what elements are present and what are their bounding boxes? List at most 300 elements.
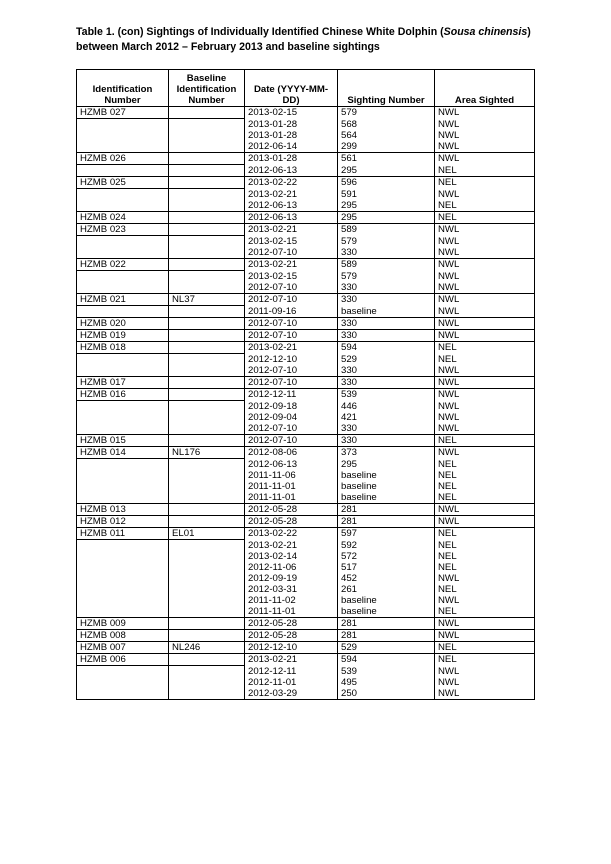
identification-number-cell bbox=[77, 282, 169, 294]
identification-number-cell bbox=[77, 189, 169, 201]
baseline-id-cell bbox=[169, 165, 245, 177]
date-cell: 2013-01-28 bbox=[245, 130, 338, 141]
table-row bbox=[77, 642, 535, 654]
area-sighted-cell: NWL bbox=[435, 282, 535, 294]
identification-number-cell bbox=[77, 606, 169, 618]
identification-number-cell: HZMB 015 bbox=[77, 435, 169, 447]
table-row bbox=[77, 677, 535, 688]
identification-number-cell bbox=[77, 306, 169, 318]
identification-number-cell: HZMB 009 bbox=[77, 618, 169, 630]
sighting-number-cell: 295 bbox=[338, 459, 435, 471]
identification-number-cell bbox=[77, 595, 169, 606]
baseline-id-cell bbox=[169, 584, 245, 595]
identification-number-cell: HZMB 026 bbox=[77, 153, 169, 165]
table-row bbox=[77, 342, 535, 354]
date-cell: 2012-12-10 bbox=[245, 354, 338, 366]
area-sighted-cell: NEL bbox=[435, 584, 535, 595]
sighting-number-cell: 596 bbox=[338, 177, 435, 189]
date-cell: 2012-06-14 bbox=[245, 141, 338, 153]
sighting-number-cell: 330 bbox=[338, 423, 435, 435]
table-row bbox=[77, 470, 535, 481]
identification-number-cell bbox=[77, 540, 169, 552]
sighting-number-cell: 594 bbox=[338, 342, 435, 354]
table-row bbox=[77, 247, 535, 259]
identification-number-cell bbox=[77, 666, 169, 678]
area-sighted-cell: NEL bbox=[435, 212, 535, 224]
sighting-number-cell: 539 bbox=[338, 389, 435, 401]
area-sighted-cell: NEL bbox=[435, 200, 535, 212]
identification-number-cell: HZMB 019 bbox=[77, 330, 169, 342]
sighting-number-cell: 299 bbox=[338, 141, 435, 153]
table-row bbox=[77, 365, 535, 377]
area-sighted-cell: NEL bbox=[435, 435, 535, 447]
table-row bbox=[77, 189, 535, 201]
date-cell: 2013-02-22 bbox=[245, 528, 338, 540]
baseline-id-cell bbox=[169, 330, 245, 342]
area-sighted-cell: NWL bbox=[435, 677, 535, 688]
area-sighted-cell: NWL bbox=[435, 259, 535, 271]
baseline-id-cell: NL37 bbox=[169, 294, 245, 306]
sighting-number-cell: baseline bbox=[338, 492, 435, 504]
table-row bbox=[77, 562, 535, 573]
baseline-id-cell bbox=[169, 516, 245, 528]
identification-number-cell bbox=[77, 481, 169, 492]
sighting-number-cell: 281 bbox=[338, 630, 435, 642]
sighting-number-cell: 373 bbox=[338, 447, 435, 459]
sighting-number-cell: 330 bbox=[338, 365, 435, 377]
baseline-id-cell bbox=[169, 377, 245, 389]
table-row bbox=[77, 540, 535, 552]
identification-number-cell bbox=[77, 119, 169, 131]
sighting-number-cell: 295 bbox=[338, 200, 435, 212]
table-row bbox=[77, 528, 535, 540]
baseline-id-cell bbox=[169, 224, 245, 236]
date-cell: 2012-07-10 bbox=[245, 365, 338, 377]
table-row bbox=[77, 212, 535, 224]
baseline-id-cell bbox=[169, 595, 245, 606]
table-row bbox=[77, 573, 535, 584]
baseline-id-cell bbox=[169, 492, 245, 504]
area-sighted-cell: NEL bbox=[435, 354, 535, 366]
header-date: Date (YYYY-MM-DD) bbox=[245, 70, 338, 107]
date-cell: 2012-07-10 bbox=[245, 282, 338, 294]
date-cell: 2012-05-28 bbox=[245, 630, 338, 642]
table-row bbox=[77, 259, 535, 271]
date-cell: 2013-02-21 bbox=[245, 540, 338, 552]
table-row bbox=[77, 584, 535, 595]
date-cell: 2013-02-15 bbox=[245, 271, 338, 283]
area-sighted-cell: NWL bbox=[435, 141, 535, 153]
baseline-id-cell bbox=[169, 481, 245, 492]
table-row bbox=[77, 165, 535, 177]
baseline-id-cell bbox=[169, 389, 245, 401]
table-row bbox=[77, 595, 535, 606]
date-cell: 2013-02-15 bbox=[245, 236, 338, 248]
identification-number-cell bbox=[77, 412, 169, 423]
baseline-id-cell bbox=[169, 423, 245, 435]
table-row bbox=[77, 435, 535, 447]
sighting-number-cell: 330 bbox=[338, 318, 435, 330]
sighting-number-cell: 529 bbox=[338, 354, 435, 366]
date-cell: 2013-02-22 bbox=[245, 177, 338, 189]
baseline-id-cell bbox=[169, 573, 245, 584]
date-cell: 2011-11-01 bbox=[245, 606, 338, 618]
area-sighted-cell: NWL bbox=[435, 573, 535, 584]
date-cell: 2012-03-31 bbox=[245, 584, 338, 595]
table-row bbox=[77, 141, 535, 153]
table-row bbox=[77, 618, 535, 630]
area-sighted-cell: NEL bbox=[435, 481, 535, 492]
baseline-id-cell bbox=[169, 677, 245, 688]
baseline-id-cell bbox=[169, 618, 245, 630]
date-cell: 2011-11-01 bbox=[245, 481, 338, 492]
sighting-number-cell: 446 bbox=[338, 401, 435, 413]
sighting-number-cell: 597 bbox=[338, 528, 435, 540]
date-cell: 2012-06-13 bbox=[245, 165, 338, 177]
identification-number-cell: HZMB 007 bbox=[77, 642, 169, 654]
area-sighted-cell: NEL bbox=[435, 540, 535, 552]
baseline-id-cell bbox=[169, 630, 245, 642]
date-cell: 2012-05-28 bbox=[245, 516, 338, 528]
table-row bbox=[77, 130, 535, 141]
sighting-number-cell: 592 bbox=[338, 540, 435, 552]
identification-number-cell bbox=[77, 470, 169, 481]
table-row bbox=[77, 200, 535, 212]
area-sighted-cell: NWL bbox=[435, 504, 535, 516]
identification-number-cell: HZMB 006 bbox=[77, 654, 169, 666]
sighting-number-cell: 517 bbox=[338, 562, 435, 573]
area-sighted-cell: NEL bbox=[435, 528, 535, 540]
sighting-number-cell: 495 bbox=[338, 677, 435, 688]
baseline-id-cell bbox=[169, 153, 245, 165]
date-cell: 2013-01-28 bbox=[245, 119, 338, 131]
area-sighted-cell: NWL bbox=[435, 189, 535, 201]
date-cell: 2012-12-11 bbox=[245, 389, 338, 401]
table-row bbox=[77, 504, 535, 516]
table-row bbox=[77, 654, 535, 666]
date-cell: 2011-11-02 bbox=[245, 595, 338, 606]
table-row bbox=[77, 459, 535, 471]
baseline-id-cell bbox=[169, 177, 245, 189]
sighting-number-cell: 579 bbox=[338, 271, 435, 283]
sighting-number-cell: 330 bbox=[338, 377, 435, 389]
baseline-id-cell bbox=[169, 212, 245, 224]
date-cell: 2011-09-16 bbox=[245, 306, 338, 318]
table-row bbox=[77, 666, 535, 678]
area-sighted-cell: NWL bbox=[435, 595, 535, 606]
identification-number-cell bbox=[77, 165, 169, 177]
area-sighted-cell: NWL bbox=[435, 306, 535, 318]
table-row bbox=[77, 318, 535, 330]
area-sighted-cell: NWL bbox=[435, 389, 535, 401]
baseline-id-cell: NL176 bbox=[169, 447, 245, 459]
table-row bbox=[77, 516, 535, 528]
date-cell: 2012-12-10 bbox=[245, 642, 338, 654]
identification-number-cell bbox=[77, 688, 169, 700]
date-cell: 2012-08-06 bbox=[245, 447, 338, 459]
area-sighted-cell: NEL bbox=[435, 492, 535, 504]
identification-number-cell bbox=[77, 247, 169, 259]
table-row bbox=[77, 423, 535, 435]
identification-number-cell bbox=[77, 459, 169, 471]
date-cell: 2012-11-01 bbox=[245, 677, 338, 688]
identification-number-cell: HZMB 020 bbox=[77, 318, 169, 330]
identification-number-cell bbox=[77, 236, 169, 248]
sighting-number-cell: 330 bbox=[338, 282, 435, 294]
identification-number-cell bbox=[77, 423, 169, 435]
area-sighted-cell: NEL bbox=[435, 606, 535, 618]
identification-number-cell bbox=[77, 200, 169, 212]
identification-number-cell bbox=[77, 141, 169, 153]
date-cell: 2012-06-13 bbox=[245, 200, 338, 212]
date-cell: 2013-01-28 bbox=[245, 153, 338, 165]
baseline-id-cell bbox=[169, 470, 245, 481]
date-cell: 2012-06-13 bbox=[245, 459, 338, 471]
date-cell: 2012-07-10 bbox=[245, 330, 338, 342]
table-row bbox=[77, 688, 535, 700]
date-cell: 2012-07-10 bbox=[245, 318, 338, 330]
area-sighted-cell: NWL bbox=[435, 618, 535, 630]
sighting-number-cell: 564 bbox=[338, 130, 435, 141]
identification-number-cell: HZMB 017 bbox=[77, 377, 169, 389]
sighting-number-cell: 281 bbox=[338, 504, 435, 516]
identification-number-cell: HZMB 008 bbox=[77, 630, 169, 642]
area-sighted-cell: NEL bbox=[435, 177, 535, 189]
area-sighted-cell: NWL bbox=[435, 365, 535, 377]
baseline-id-cell bbox=[169, 551, 245, 562]
baseline-id-cell bbox=[169, 107, 245, 119]
sighting-number-cell: 561 bbox=[338, 153, 435, 165]
baseline-id-cell bbox=[169, 141, 245, 153]
sighting-number-cell: 529 bbox=[338, 642, 435, 654]
header-row bbox=[77, 70, 535, 107]
baseline-id-cell bbox=[169, 318, 245, 330]
identification-number-cell: HZMB 014 bbox=[77, 447, 169, 459]
area-sighted-cell: NWL bbox=[435, 247, 535, 259]
table-row bbox=[77, 606, 535, 618]
baseline-id-cell bbox=[169, 562, 245, 573]
date-cell: 2013-02-21 bbox=[245, 654, 338, 666]
table-row bbox=[77, 377, 535, 389]
identification-number-cell: HZMB 016 bbox=[77, 389, 169, 401]
area-sighted-cell: NWL bbox=[435, 401, 535, 413]
baseline-id-cell bbox=[169, 271, 245, 283]
area-sighted-cell: NWL bbox=[435, 153, 535, 165]
sighting-number-cell: 589 bbox=[338, 259, 435, 271]
identification-number-cell: HZMB 025 bbox=[77, 177, 169, 189]
table-row bbox=[77, 630, 535, 642]
sightings-table bbox=[76, 69, 535, 700]
area-sighted-cell: NWL bbox=[435, 318, 535, 330]
baseline-id-cell bbox=[169, 306, 245, 318]
area-sighted-cell: NWL bbox=[435, 412, 535, 423]
table-row bbox=[77, 401, 535, 413]
area-sighted-cell: NEL bbox=[435, 654, 535, 666]
sighting-number-cell: 330 bbox=[338, 294, 435, 306]
date-cell: 2013-02-21 bbox=[245, 259, 338, 271]
area-sighted-cell: NWL bbox=[435, 271, 535, 283]
sighting-number-cell: 330 bbox=[338, 330, 435, 342]
identification-number-cell: HZMB 022 bbox=[77, 259, 169, 271]
date-cell: 2012-09-18 bbox=[245, 401, 338, 413]
baseline-id-cell bbox=[169, 688, 245, 700]
area-sighted-cell: NEL bbox=[435, 551, 535, 562]
header-sighting-number: Sighting Number bbox=[338, 70, 435, 107]
table-title bbox=[76, 25, 546, 55]
baseline-id-cell bbox=[169, 459, 245, 471]
table-row bbox=[77, 224, 535, 236]
identification-number-cell: HZMB 024 bbox=[77, 212, 169, 224]
table-row bbox=[77, 271, 535, 283]
sighting-number-cell: 421 bbox=[338, 412, 435, 423]
baseline-id-cell bbox=[169, 504, 245, 516]
date-cell: 2012-07-10 bbox=[245, 247, 338, 259]
identification-number-cell bbox=[77, 584, 169, 595]
baseline-id-cell bbox=[169, 666, 245, 678]
identification-number-cell: HZMB 021 bbox=[77, 294, 169, 306]
date-cell: 2013-02-14 bbox=[245, 551, 338, 562]
baseline-id-cell bbox=[169, 247, 245, 259]
identification-number-cell bbox=[77, 130, 169, 141]
area-sighted-cell: NWL bbox=[435, 516, 535, 528]
date-cell: 2012-09-19 bbox=[245, 573, 338, 584]
table-row bbox=[77, 107, 535, 119]
date-cell: 2012-06-13 bbox=[245, 212, 338, 224]
table-row bbox=[77, 551, 535, 562]
sighting-number-cell: 295 bbox=[338, 212, 435, 224]
sighting-number-cell: 572 bbox=[338, 551, 435, 562]
table-row bbox=[77, 389, 535, 401]
baseline-id-cell bbox=[169, 342, 245, 354]
baseline-id-cell bbox=[169, 401, 245, 413]
date-cell: 2012-07-10 bbox=[245, 435, 338, 447]
date-cell: 2012-09-04 bbox=[245, 412, 338, 423]
header-area-sighted: Area Sighted bbox=[435, 70, 535, 107]
table-row bbox=[77, 447, 535, 459]
date-cell: 2012-03-29 bbox=[245, 688, 338, 700]
area-sighted-cell: NWL bbox=[435, 224, 535, 236]
baseline-id-cell bbox=[169, 540, 245, 552]
area-sighted-cell: NWL bbox=[435, 294, 535, 306]
sighting-number-cell: 330 bbox=[338, 435, 435, 447]
table-row bbox=[77, 481, 535, 492]
sighting-number-cell: 281 bbox=[338, 516, 435, 528]
table-row bbox=[77, 282, 535, 294]
baseline-id-cell bbox=[169, 189, 245, 201]
area-sighted-cell: NWL bbox=[435, 377, 535, 389]
table-row bbox=[77, 294, 535, 306]
sighting-number-cell: baseline bbox=[338, 470, 435, 481]
title-species: Sousa chinensis bbox=[443, 26, 528, 38]
date-cell: 2013-02-21 bbox=[245, 224, 338, 236]
title-prefix: Table 1. (con) Sightings of Individually Identified Chinese White Dolphin ( bbox=[76, 26, 444, 38]
date-cell: 2012-07-10 bbox=[245, 377, 338, 389]
table-row bbox=[77, 119, 535, 131]
area-sighted-cell: NEL bbox=[435, 642, 535, 654]
date-cell: 2013-02-21 bbox=[245, 189, 338, 201]
sighting-number-cell: 579 bbox=[338, 107, 435, 119]
table-row bbox=[77, 306, 535, 318]
identification-number-cell bbox=[77, 573, 169, 584]
date-cell: 2012-07-10 bbox=[245, 423, 338, 435]
identification-number-cell bbox=[77, 677, 169, 688]
table-row bbox=[77, 492, 535, 504]
date-cell: 2012-05-28 bbox=[245, 618, 338, 630]
sighting-number-cell: 295 bbox=[338, 165, 435, 177]
baseline-id-cell: NL246 bbox=[169, 642, 245, 654]
baseline-id-cell bbox=[169, 119, 245, 131]
sighting-number-cell: baseline bbox=[338, 481, 435, 492]
table-row bbox=[77, 412, 535, 423]
table-body bbox=[77, 107, 535, 700]
date-cell: 2013-02-15 bbox=[245, 107, 338, 119]
table-row bbox=[77, 153, 535, 165]
sighting-number-cell: 594 bbox=[338, 654, 435, 666]
identification-number-cell bbox=[77, 551, 169, 562]
date-cell: 2013-02-21 bbox=[245, 342, 338, 354]
date-cell: 2012-12-11 bbox=[245, 666, 338, 678]
table-row bbox=[77, 354, 535, 366]
header-identification-number: Identification Number bbox=[77, 70, 169, 107]
sighting-number-cell: 589 bbox=[338, 224, 435, 236]
date-cell: 2012-05-28 bbox=[245, 504, 338, 516]
sighting-number-cell: baseline bbox=[338, 306, 435, 318]
area-sighted-cell: NEL bbox=[435, 342, 535, 354]
identification-number-cell bbox=[77, 492, 169, 504]
area-sighted-cell: NEL bbox=[435, 562, 535, 573]
baseline-id-cell bbox=[169, 412, 245, 423]
sighting-number-cell: 261 bbox=[338, 584, 435, 595]
baseline-id-cell bbox=[169, 236, 245, 248]
baseline-id-cell bbox=[169, 354, 245, 366]
identification-number-cell bbox=[77, 365, 169, 377]
identification-number-cell bbox=[77, 271, 169, 283]
identification-number-cell: HZMB 027 bbox=[77, 107, 169, 119]
area-sighted-cell: NWL bbox=[435, 130, 535, 141]
area-sighted-cell: NWL bbox=[435, 107, 535, 119]
area-sighted-cell: NEL bbox=[435, 470, 535, 481]
baseline-id-cell bbox=[169, 606, 245, 618]
sighting-number-cell: 452 bbox=[338, 573, 435, 584]
sighting-number-cell: 591 bbox=[338, 189, 435, 201]
identification-number-cell bbox=[77, 354, 169, 366]
baseline-id-cell: EL01 bbox=[169, 528, 245, 540]
identification-number-cell: HZMB 013 bbox=[77, 504, 169, 516]
area-sighted-cell: NWL bbox=[435, 666, 535, 678]
date-cell: 2011-11-01 bbox=[245, 492, 338, 504]
date-cell: 2012-11-06 bbox=[245, 562, 338, 573]
header-baseline-identification-number: Baseline Identification Number bbox=[169, 70, 245, 107]
baseline-id-cell bbox=[169, 435, 245, 447]
sighting-number-cell: 250 bbox=[338, 688, 435, 700]
sighting-number-cell: baseline bbox=[338, 595, 435, 606]
area-sighted-cell: NWL bbox=[435, 119, 535, 131]
area-sighted-cell: NWL bbox=[435, 330, 535, 342]
title-suffix: ) between March 2012 – February 2013 and baseline sightings bbox=[76, 26, 531, 53]
sighting-number-cell: 330 bbox=[338, 247, 435, 259]
area-sighted-cell: NWL bbox=[435, 447, 535, 459]
sighting-number-cell: 281 bbox=[338, 618, 435, 630]
sighting-number-cell: baseline bbox=[338, 606, 435, 618]
table-row bbox=[77, 330, 535, 342]
area-sighted-cell: NWL bbox=[435, 630, 535, 642]
area-sighted-cell: NWL bbox=[435, 688, 535, 700]
identification-number-cell bbox=[77, 401, 169, 413]
baseline-id-cell bbox=[169, 282, 245, 294]
identification-number-cell: HZMB 023 bbox=[77, 224, 169, 236]
baseline-id-cell bbox=[169, 130, 245, 141]
area-sighted-cell: NWL bbox=[435, 236, 535, 248]
